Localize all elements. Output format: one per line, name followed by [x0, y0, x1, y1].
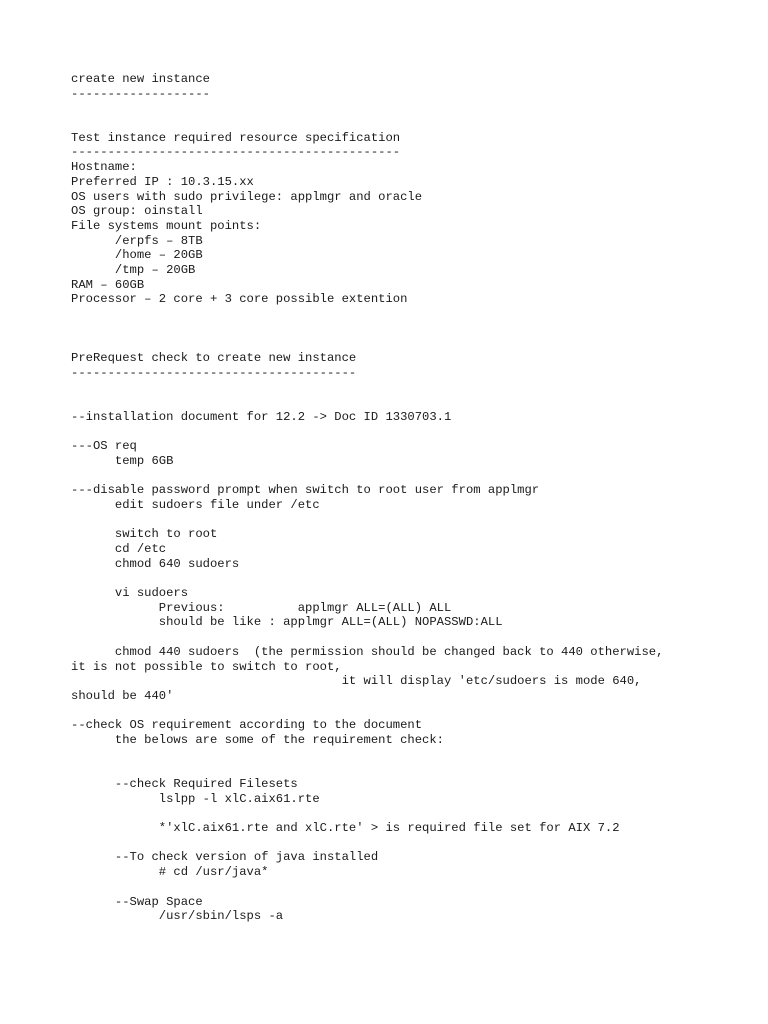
document-line: Previous: applmgr ALL=(ALL) ALL [71, 600, 452, 615]
document-line [71, 116, 731, 131]
document-line: # cd /usr/java* [71, 865, 269, 880]
document-line [71, 571, 731, 586]
document-line: /usr/sbin/lsps -a [71, 909, 284, 924]
document-line: create new instance [71, 72, 210, 86]
document-line [71, 630, 731, 645]
document-line: the belows are some of the requirement check: [71, 732, 444, 747]
document-line: PreRequest check to create new instance [71, 351, 357, 366]
document-line: Hostname: [71, 160, 137, 175]
document-line: --------------------------------------- [71, 365, 357, 380]
document-line: chmod 640 sudoers [71, 556, 240, 571]
document-line: File systems mount points: [71, 218, 262, 233]
document-line [71, 762, 731, 777]
document-line [71, 425, 731, 440]
document-line: --installation document for 12.2 -> Doc ID 1330703.1 [71, 409, 452, 424]
document-line [71, 513, 731, 528]
document-line [71, 704, 731, 719]
document-line: edit sudoers file under /etc [71, 497, 320, 512]
document-line: Test instance required resource specification [71, 130, 401, 145]
document-line: ------------------- [71, 86, 210, 101]
document-line: Processor – 2 core + 3 core possible extention [71, 292, 408, 307]
document-line [71, 806, 731, 821]
document-line [71, 748, 731, 763]
document-line [71, 880, 731, 895]
document-line: cd /etc [71, 542, 167, 556]
document-line: /home – 20GB [71, 248, 203, 263]
document-line: *'xlC.aix61.rte and xlC.rte' > is required file set for AIX 7.2 [71, 821, 620, 836]
document-line [71, 322, 731, 337]
document-line: ---OS req [71, 439, 137, 454]
document-line: temp 6GB [71, 453, 174, 468]
document-line: OS users with sudo privilege: applmgr and oracle [71, 189, 423, 204]
document-line: lslpp -l xlC.aix61.rte [71, 791, 320, 806]
document-text-body [71, 72, 731, 924]
document-line: it is not possible to switch to root, [71, 659, 342, 674]
document-line [71, 336, 731, 351]
document-line: --Swap Space [71, 894, 203, 909]
document-line: switch to root [71, 527, 218, 542]
document-line: should be 440' [71, 688, 174, 703]
document-line: ---disable password prompt when switch to root user from applmgr [71, 483, 540, 498]
document-line [71, 380, 731, 395]
document-line: chmod 440 sudoers (the permission should be changed back to 440 otherwise, [71, 644, 664, 659]
document-line: /tmp – 20GB [71, 262, 196, 277]
document-line [71, 469, 731, 484]
document-line: vi sudoers [71, 586, 189, 601]
document-line [71, 395, 731, 410]
document-line: Preferred IP : 10.3.15.xx [71, 174, 254, 189]
document-line [71, 307, 731, 322]
document-line: RAM – 60GB [71, 277, 145, 292]
document-line: --check Required Filesets [71, 777, 298, 791]
document-line: /erpfs – 8TB [71, 233, 203, 248]
document-line [71, 101, 731, 116]
document-line: --check OS requirement according to the document [71, 718, 423, 733]
document-line: should be like : applmgr ALL=(ALL) NOPASSWD:ALL [71, 615, 503, 630]
document-line [71, 836, 731, 851]
document-line: --To check version of java installed [71, 850, 379, 865]
document-line: --------------------------------------------- [71, 145, 401, 160]
document-line: it will display 'etc/sudoers is mode 640, [71, 674, 642, 689]
document-line: OS group: oinstall [71, 204, 203, 219]
